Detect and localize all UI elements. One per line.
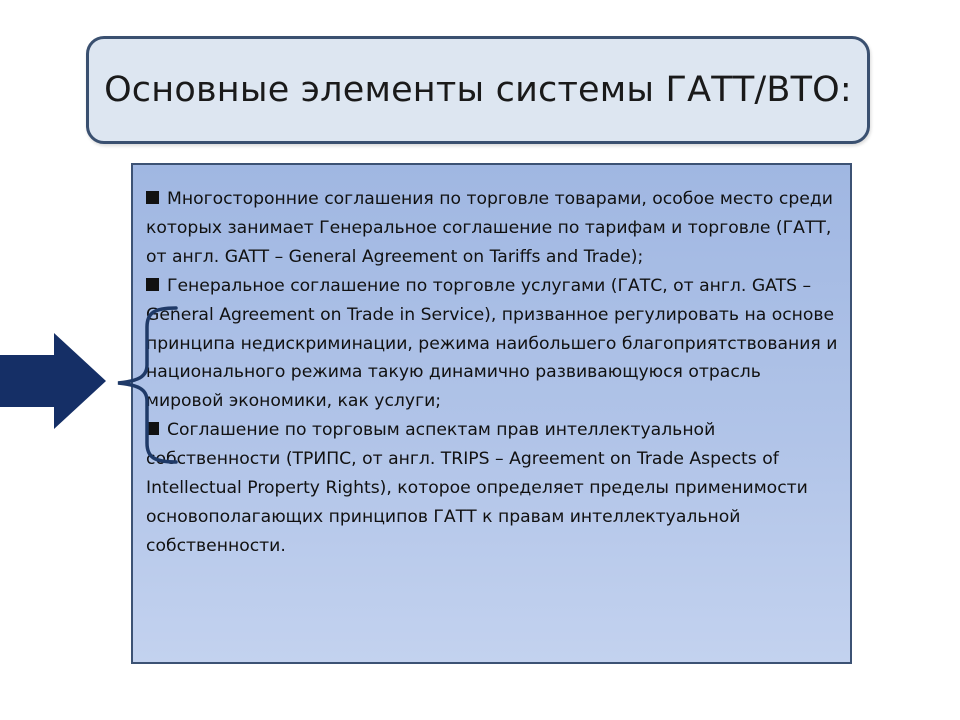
paragraph-trips: [146, 416, 838, 561]
paragraph-text: Генеральное соглашение по торговле услугами (ГАТС, от англ. GATS – General Agreement on Trade in Service), призванное регулировать на основе принципа недискриминации, режима наибольшего благоприятствования и национального режима такую динамично развивающуюся отрасль мировой экономики, как услуги;: [146, 275, 838, 412]
paragraph-services: [146, 272, 838, 417]
curly-brace-icon: [114, 305, 180, 465]
paragraph-text: Соглашение по торговым аспектам прав интеллектуальной собственности (ТРИПС, от англ. TRIPS – Agreement on Trade Aspects of Intellectual Property Rights), которое определяет пределы применимости основополагающих принципов ГАТТ к правам интеллектуальной собственности.: [146, 420, 808, 556]
content-box: [131, 163, 852, 664]
paragraph-text: Многосторонние соглашения по торговле товарами, особое место среди которых занимает Генеральное соглашение по тарифам и торговле (ГАТТ, от англ. GATT – General Agreement on Tariffs and Trade);: [146, 189, 833, 267]
title-box: [86, 36, 870, 144]
arrow-right-icon: [0, 333, 106, 429]
square-bullet-icon: [146, 191, 159, 204]
square-bullet-icon: [146, 278, 159, 291]
paragraph-goods: [146, 185, 838, 272]
slide-title: Основные элементы системы ГАТТ/ВТО:: [104, 70, 852, 110]
